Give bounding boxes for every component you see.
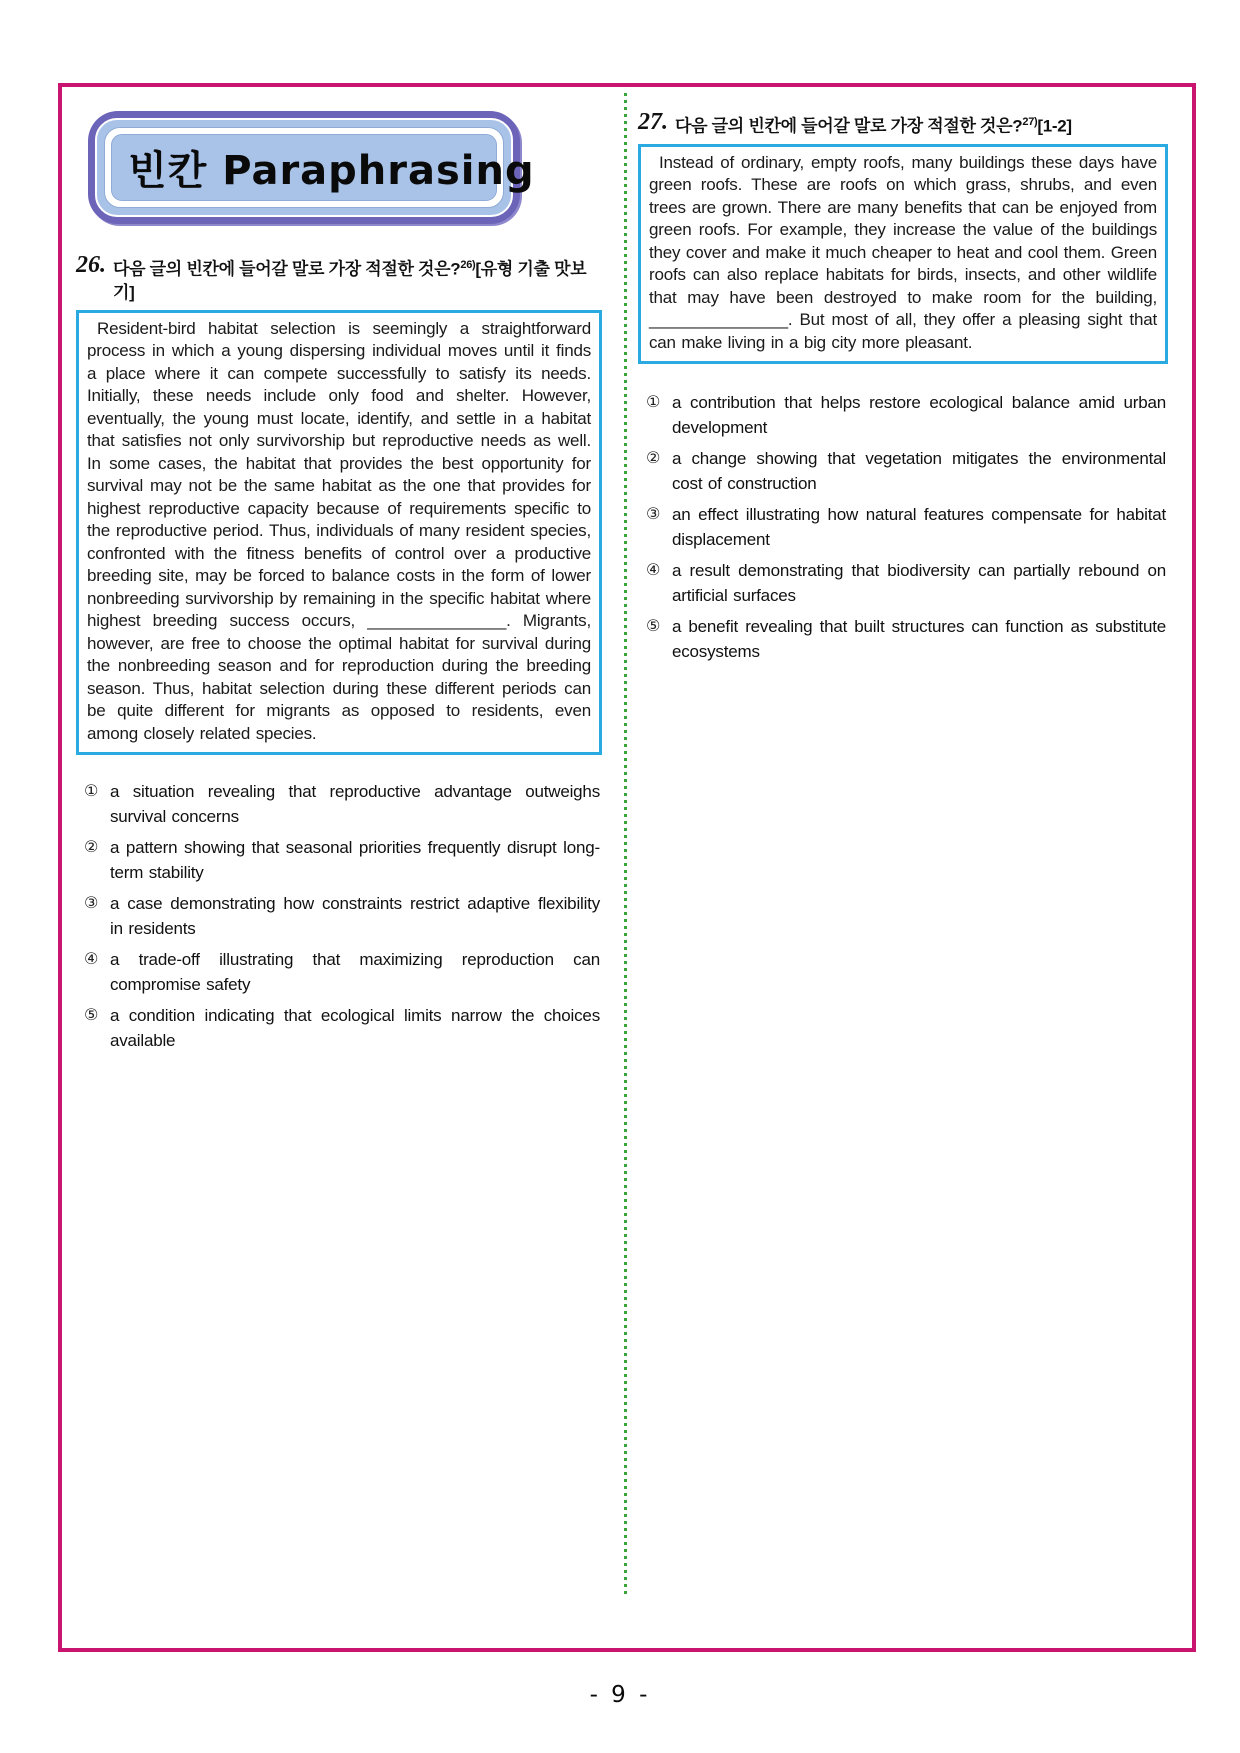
question-26-option-1 [84, 779, 600, 829]
option-marker: ① [84, 783, 99, 801]
question-26-tag: [유형 기출 맛보기] [113, 259, 587, 302]
option-marker: ⑤ [84, 1007, 99, 1025]
question-26-passage: Resident-bird habitat selection is seemingly a straightforward process in which a young dispersing individual moves until it finds a place where it can compete successfully to satisfy its needs. Initially, these needs include only food and shelter. However, eventually, the young must locate, identify, and settle in a habitat that satisfies not only survivorship but reproductive needs as well. In some cases, the habitat that provides the best opportunity for survival may not be the same habitat as the one that provides for highest reproductive capacity because of requirements specific to the reproductive period. Thus, individuals of many resident species, confronted with the fitness benefits of control over a productive breeding site, may be forced to balance costs in the form of lower nonbreeding survivorship by remaining in the specific habitat where highest breeding success occurs, _______________. Migrants, however, are free to choose the optimal habitat for survival during the nonbreeding season and for reproduction during the breeding season. Thus, habitat selection during these different periods can be quite different for migrants as opposed to residents, even among closely related species. [87, 318, 591, 743]
option-marker: ③ [84, 895, 99, 913]
question-27-footnote-ref: 27) [1022, 116, 1038, 128]
option-text: a case demonstrating how constraints restrict adaptive flexibility in residents [110, 894, 600, 939]
right-column [638, 111, 1168, 670]
question-27-header [638, 111, 1168, 138]
option-marker: ③ [646, 506, 661, 524]
question-26-passage-box [76, 310, 602, 756]
question-27-option-2 [646, 446, 1166, 496]
option-text: a pattern showing that seasonal priorities frequently disrupt long-term stability [110, 838, 600, 883]
option-marker: ② [84, 839, 99, 857]
option-text: an effect illustrating how natural features compensate for habitat displacement [672, 505, 1166, 550]
option-marker: ⑤ [646, 618, 661, 636]
question-26-option-3 [84, 891, 600, 941]
option-text: a result demonstrating that biodiversity can partially rebound on artificial surfaces [672, 561, 1166, 606]
page-frame [58, 83, 1196, 1652]
option-text: a condition indicating that ecological limits narrow the choices available [110, 1006, 600, 1051]
question-27-number: 27. [638, 109, 668, 135]
option-text: a contribution that helps restore ecological balance amid urban development [672, 393, 1166, 438]
question-26-prompt: 다음 글의 빈칸에 들어갈 말로 가장 적절한 것은?$^{26)}$[유형 기출 맛보기] [113, 259, 587, 302]
question-27-passage: Instead of ordinary, empty roofs, many buildings these days have green roofs. These are roofs on which grass, shrubs, and even trees are grown. There are many benefits that can be enjoyed from green roofs. For example, they increase the value of the buildings they cover and make it much cheaper to heat and cool them. Green roofs can also replace habitats for birds, insects, and other wildlife that may have been destroyed to make room for the building, _______________. But most of all, they offer a pleasing sight that can make living in a big city more pleasant. [649, 152, 1157, 352]
left-column [76, 99, 602, 1059]
option-text: a trade-off illustrating that maximizing reproduction can compromise safety [110, 950, 600, 995]
option-marker: ② [646, 450, 661, 468]
option-text: a situation revealing that reproductive advantage outweighs survival concerns [110, 782, 600, 827]
question-26-number: 26. [76, 252, 106, 278]
question-27-tag: [1-2] [1037, 116, 1072, 136]
question-27-option-5 [646, 614, 1166, 664]
question-26-header [76, 254, 602, 304]
option-marker: ④ [646, 562, 661, 580]
question-27-passage-box [638, 144, 1168, 365]
question-26-options [76, 779, 602, 1053]
question-27-option-3 [646, 502, 1166, 552]
question-27-options [638, 390, 1168, 664]
section-title-plaque [88, 111, 535, 224]
section-title: 빈칸 Paraphrasing [128, 148, 535, 194]
question-26-option-2 [84, 835, 600, 885]
option-marker: ① [646, 394, 661, 412]
question-26-option-5 [84, 1003, 600, 1053]
option-marker: ④ [84, 951, 99, 969]
column-divider [624, 93, 627, 1595]
question-27-option-4 [646, 558, 1166, 608]
option-text: a benefit revealing that built structures can function as substitute ecosystems [672, 617, 1166, 662]
page-number: - 9 - [589, 1682, 651, 1708]
question-27-prompt: 다음 글의 빈칸에 들어갈 말로 가장 적절한 것은?$^{27)}$[1-2] [675, 116, 1072, 136]
question-27-option-1 [646, 390, 1166, 440]
option-text: a change showing that vegetation mitigates the environmental cost of construction [672, 449, 1166, 494]
question-26-footnote-ref: 26) [460, 259, 476, 271]
question-26-option-4 [84, 947, 600, 997]
